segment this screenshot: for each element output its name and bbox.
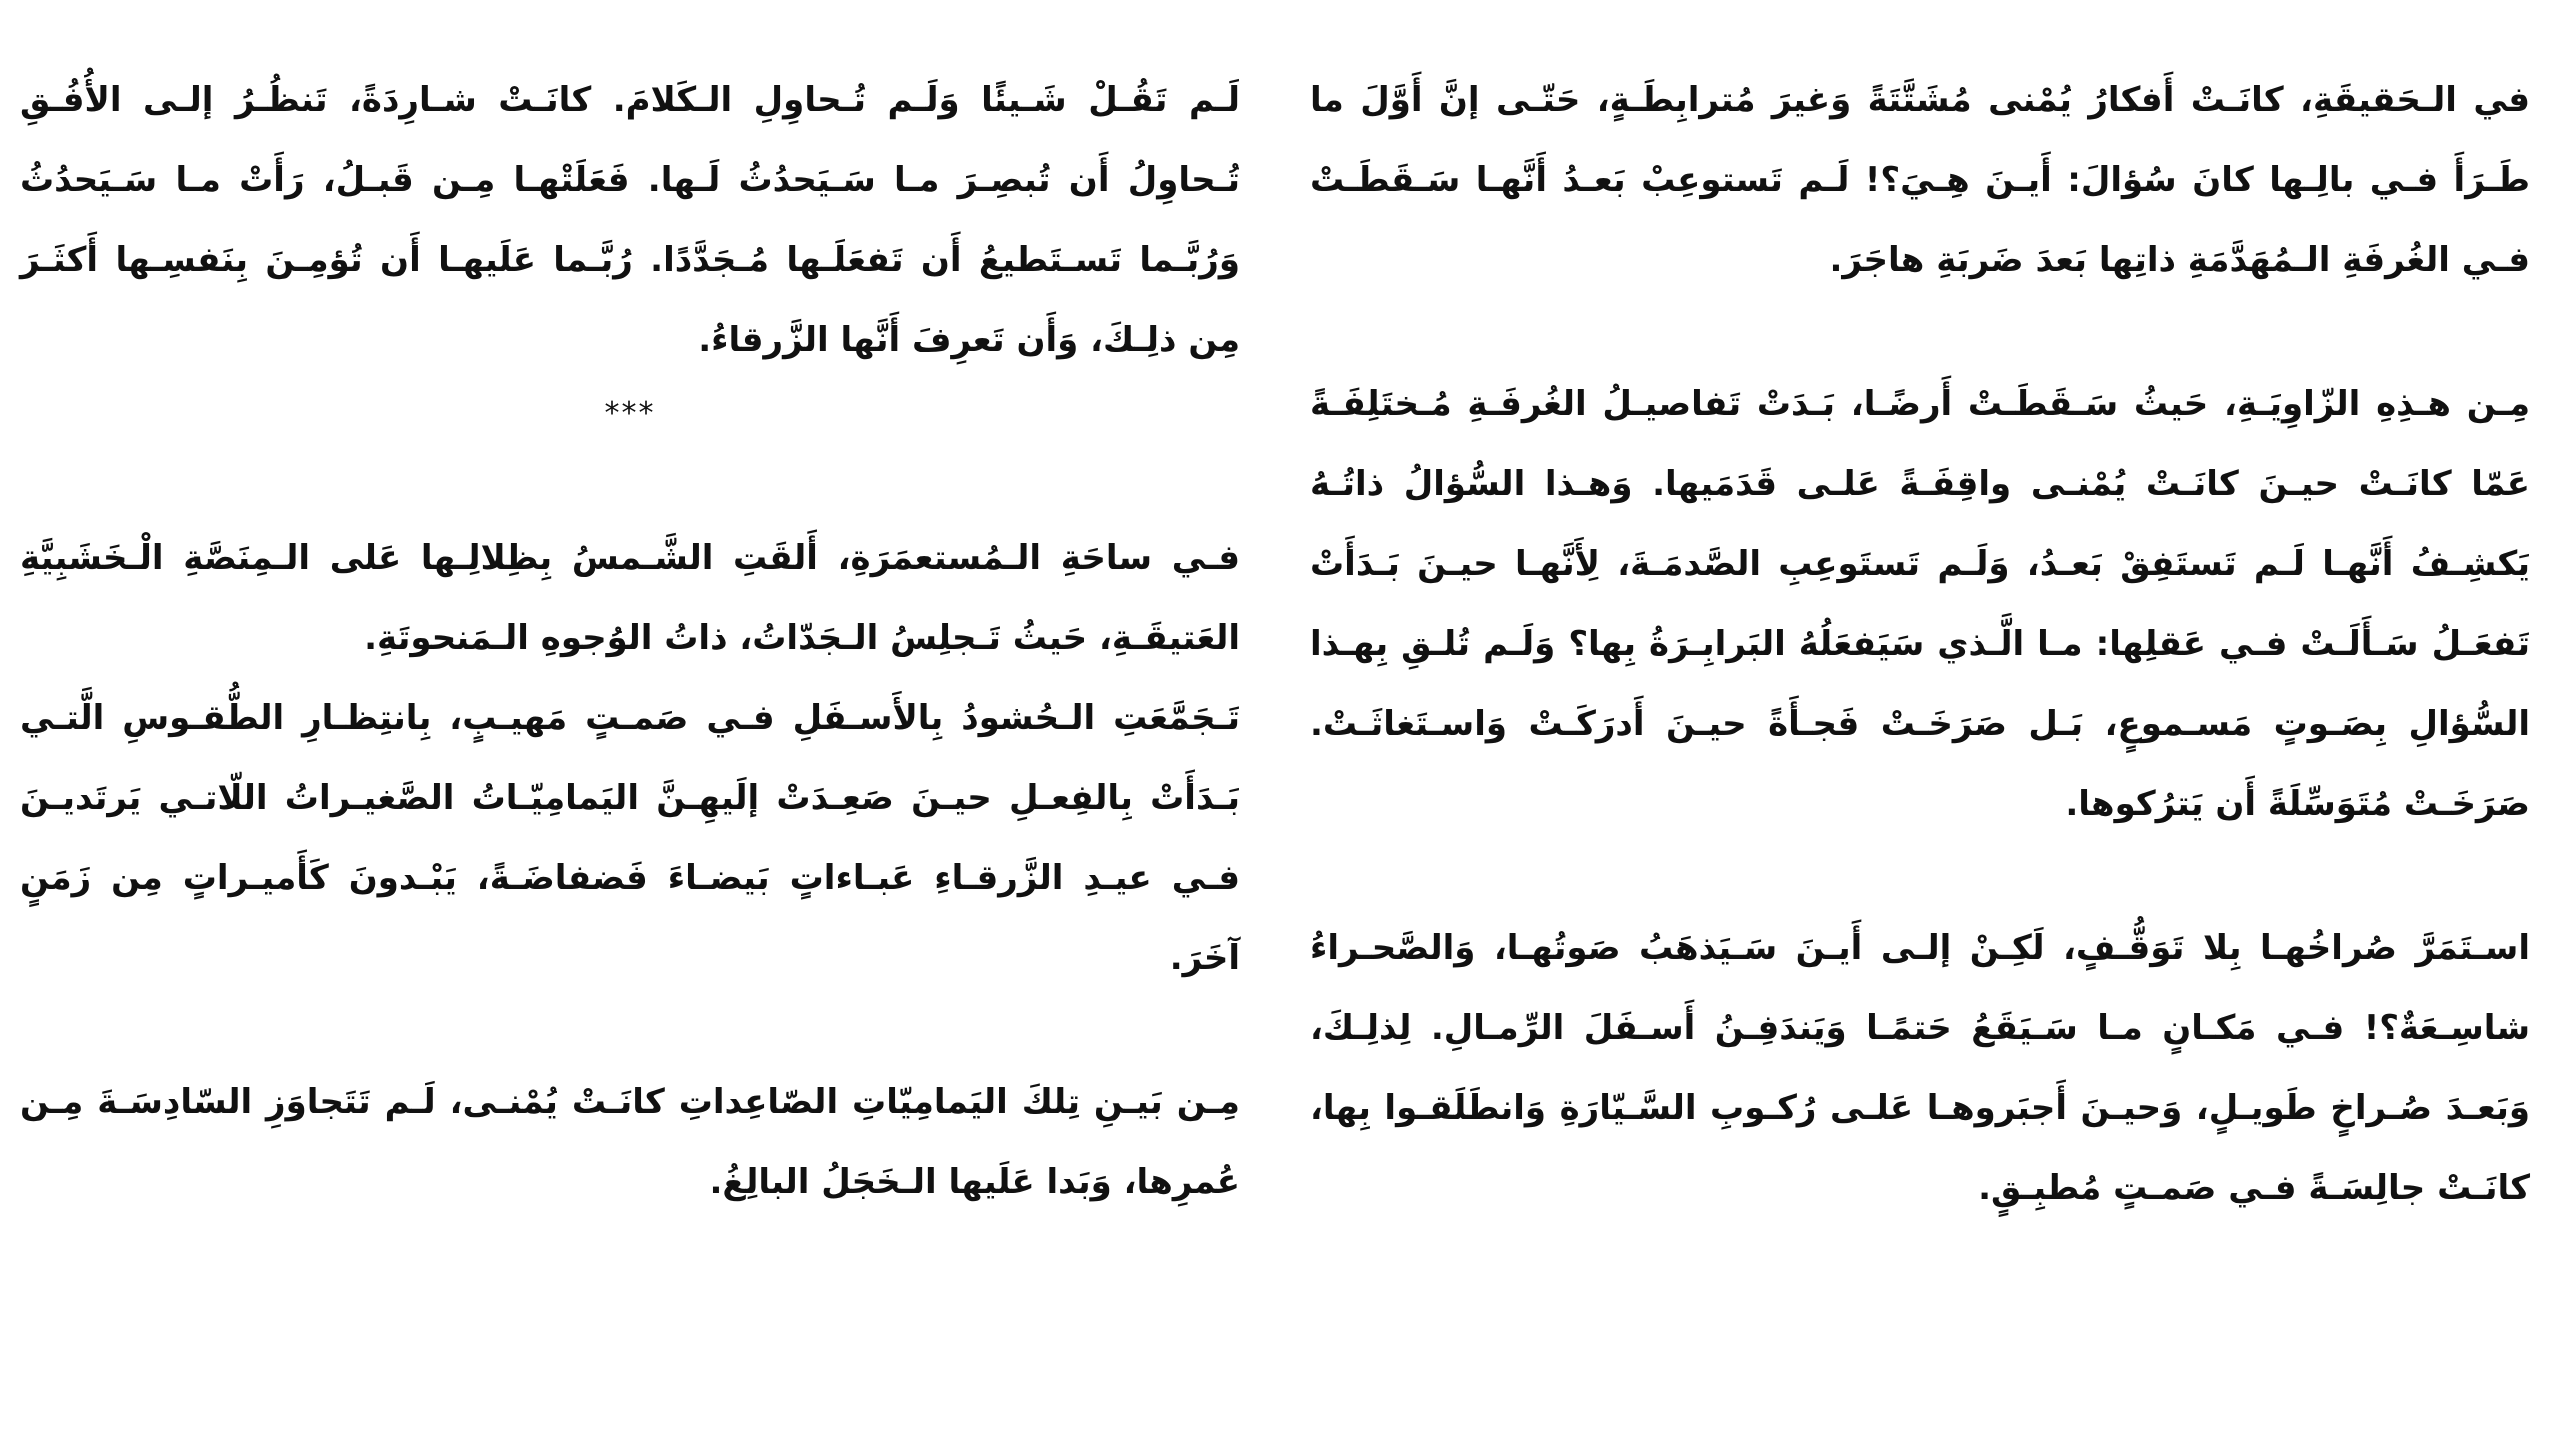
paragraph: فـي ساحَةِ الـمُستعمَرَةِ، أَلقَتِ الشَّـمسُ بِظِلالِـها عَلى الـمِنَصَّةِ الْـخَشَبِيَّةِ العَتيقَـةِ، حَيثُ تَـجلِسُ الـجَدّاتُ، ذاتُ الوُجوهِ الـمَنحوتَةِ.	[20, 538, 1240, 658]
section-separator: ***	[604, 396, 656, 431]
right-page-column	[1310, 60, 2530, 1228]
left-page-column	[20, 60, 1240, 1222]
paragraph: مِـن بَيـنِ تِلكَ اليَمامِيّاتِ الصّاعِداتِ كانَـتْ يُمْنـى، لَـم تَتَجاوَزِ السّادِسَـةَ مِـن عُمرِها، وَبَدا عَلَيها الـخَجَلُ البالِغُ.	[20, 1082, 1240, 1202]
paragraph: لَـم تَقُـلْ شَـيئًا وَلَـم تُـحاوِلِ الـكَلامَ. كانَـتْ شـارِدَةً، تَنظُـرُ إلـى الأُفُـقِ تُـحاوِلُ أَن تُبصِـرَ مـا سَـيَحدُثُ لَـها. فَعَلَتْهـا مِـن قَبـلُ، رَأَتْ مـا سَـيَحدُثُ وَرُبَّـما تَسـتَطيعُ أَن تَفعَلَـها مُـجَدَّدًا. رُبَّـما عَلَيهـا أَن تُؤمِـنَ بِنَفسِـها أَكثَـرَ مِن ذلِـكَ، وَأَن تَعرِفَ أَنَّها الزَّرقاءُ.	[20, 80, 1240, 360]
paragraph: مِـن هـذِهِ الزّاوِيَـةِ، حَيثُ سَـقَطَـتْ أَرضًـا، بَـدَتْ تَفاصيـلُ الغُرفَـةِ مُـختَلِفَـةً عَمّا كانَـتْ حيـنَ كانَـتْ يُمْنـى واقِفَـةً عَلـى قَدَمَيها. وَهـذا السُّؤالُ ذاتُـهُ يَكشِـفُ أَنَّهـا لَـم تَستَفِقْ بَعـدُ، وَلَـم تَستَوعِبِ الصَّدمَـةَ، لِأَنَّهـا حيـنَ بَـدَأَتْ تَفعَـلُ سَـأَلَـتْ فـي عَقلِها: مـا الَّـذي سَيَفعَلُهُ البَرابِـرَةُ بِها؟ وَلَـم تُلـقِ بِهـذا السُّؤالِ بِصَـوتٍ مَسـموعٍ، بَـل صَرَخَـتْ فَجـأَةً حيـنَ أَدرَكَـتْ وَاسـتَغاثَـتْ. صَرَخَـتْ مُتَوَسِّلَةً أَن يَترُكوها.	[1310, 384, 2530, 824]
paragraph: تَـجَمَّعَتِ الـحُشودُ بِالأَسـفَلِ فـي صَمـتٍ مَهيـبٍ، بِانتِظـارِ الطُّقـوسِ الَّتـي بَـدَأَتْ بِالفِعـلِ حيـنَ صَعِـدَتْ إلَيهِـنَّ اليَمامِيّـاتُ الصَّغيـراتُ اللّاتـي يَرتَديـنَ فـي عيـدِ الزَّرقـاءِ عَبـاءاتٍ بَيضـاءَ فَضفاضَـةً، يَبْـدونَ كَأَميـراتٍ مِن زَمَنٍ آخَرَ.	[20, 698, 1240, 978]
paragraph: اسـتَمَرَّ صُراخُهـا بِلا تَوَقُّـفٍ، لَكِـنْ إلـى أَيـنَ سَـيَذهَبُ صَوتُهـا، وَالصَّحـراءُ شاسِـعَةٌ؟! فـي مَكـانٍ مـا سَـيَقَعُ حَتمًـا وَيَندَفِـنُ أَسـفَلَ الرِّمـالِ. لِذلِـكَ، وَبَعـدَ صُـراخٍ طَويـلٍ، وَحيـنَ أَجبَروهـا عَلـى رُكـوبِ السَّـيّارَةِ وَانطَلَقـوا بِها، كانَـتْ جالِسَـةً فـي صَمـتٍ مُطبِـقٍ.	[1310, 928, 2530, 1208]
paragraph: في الـحَقيقَةِ، كانَـتْ أَفكارُ يُمْنى مُشَتَّتَةً وَغيرَ مُترابِطَـةٍ، حَتّـى إنَّ أَوَّلَ ما طَـرَأَ فـي بالِـها كانَ سُؤالَ: أَيـنَ هِـيَ؟! لَـم تَستوعِبْ بَعـدُ أَنَّهـا سَـقَطَـتْ فـي الغُرفَةِ الـمُهَدَّمَةِ ذاتِها بَعدَ ضَربَةِ هاجَرَ.	[1310, 80, 2530, 280]
